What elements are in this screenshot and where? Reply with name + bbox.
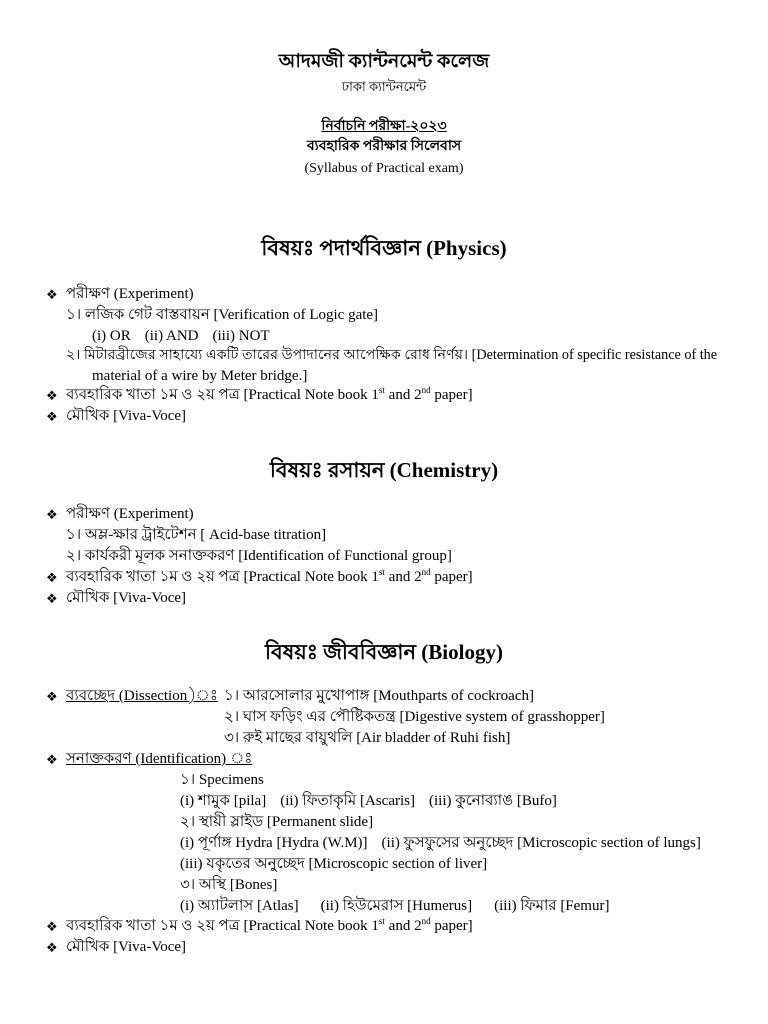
notebook-sup: nd: [421, 567, 431, 577]
notebook-text: paper]: [430, 387, 473, 403]
chemistry-viva: মৌখিক [Viva-Voce]: [66, 590, 187, 606]
syllabus-title-en: (Syllabus of Practical exam): [304, 161, 464, 176]
chemistry-experiment-label: পরীক্ষণ (Experiment): [66, 506, 194, 522]
biology-notebook: [66, 916, 473, 934]
specimen-ascaris: (ii) ফিতাকৃমি [Ascaris]: [280, 793, 415, 809]
specimen-items: [180, 794, 557, 809]
chemistry-item-1: ১। অম্ল-ক্ষার ট্রাইটেশন [ Acid-base titration]: [66, 527, 327, 543]
notebook-text: paper]: [430, 569, 473, 585]
physics-heading: বিষয়ঃ পদার্থবিজ্ঞান (Physics): [261, 236, 507, 260]
chemistry-notebook: [66, 567, 473, 585]
bullet-icon: ❖: [46, 507, 58, 522]
physics-item-1-options: [92, 329, 270, 344]
syllabus-title-bn: ব্যবহারিক পরীক্ষার সিলেবাস: [306, 139, 462, 154]
notebook-text: ব্যবহারিক খাতা ১ম ও ২য় পত্র [Practical Note book 1: [66, 918, 379, 934]
physics-experiment-label: পরীক্ষণ (Experiment): [66, 286, 194, 302]
dissection-item-1: ১। আরসোলার মুখোপাঙ্গ [Mouthparts of cockroach]: [224, 688, 534, 704]
bone-humerus: (ii) হিউমেরাস [Humerus]: [320, 898, 473, 914]
bone-atlas: (i) অ্যাটলাস [Atlas]: [180, 898, 299, 914]
identification-label-text: সনাক্তকরণ (Identification) ঃ: [66, 751, 253, 767]
bones-label: ৩। অস্থি [Bones]: [180, 877, 278, 893]
physics-item-2-line-2: material of a wire by Meter bridge.]: [92, 368, 308, 384]
chemistry-heading: বিষয়ঃ রসায়ন (Chemistry): [269, 458, 499, 482]
identification-label: [66, 752, 252, 767]
bullet-icon: ❖: [46, 919, 58, 934]
dissection-item-3: ৩। রুই মাছের বায়ুথলি [Air bladder of Ruhi fish]: [224, 730, 511, 746]
notebook-sup: st: [378, 385, 385, 395]
notebook-text: and 2: [384, 918, 422, 934]
college-name: আদমজী ক্যান্টনমেন্ট কলেজ: [278, 51, 490, 72]
notebook-sup: st: [378, 567, 385, 577]
physics-item-2-line-1: ২। মিটারব্রীজের সাহায্যে একটি তারের উপাদানের আপেক্ষিক রোধ নির্ণয়। [Determination of specific resistance of the: [66, 347, 718, 363]
specimens-label: ১। Specimens: [180, 772, 264, 788]
slide-hydra: (i) পূর্ণাঙ্গ Hydra [Hydra (W.M)]: [180, 835, 368, 851]
option-or: (i) OR: [92, 328, 131, 344]
bullet-icon: ❖: [46, 591, 58, 606]
dissection-label-text: ব্যবচ্ছেদ (Dissection)ঃ: [66, 688, 218, 704]
notebook-sup: nd: [421, 385, 431, 395]
physics-notebook: [66, 385, 473, 403]
bullet-icon: ❖: [46, 287, 58, 302]
biology-viva: মৌখিক [Viva-Voce]: [66, 939, 187, 955]
option-not: (iii) NOT: [212, 328, 270, 344]
exam-title: [0, 120, 768, 134]
dissection-label: [66, 689, 218, 704]
specimen-pila: (i) শামুক [pila]: [180, 793, 267, 809]
bullet-icon: ❖: [46, 570, 58, 585]
exam-title-text: নির্বাচনি পরীক্ষা-২০২৩: [321, 119, 447, 134]
notebook-text: ব্যবহারিক খাতা ১ম ও ২য় পত্র [Practical Note book 1: [66, 387, 379, 403]
chemistry-item-2: ২। কার্যকরী মূলক সনাক্তকরণ [Identification of Functional group]: [66, 548, 452, 564]
slide-item-liver: (iii) যকৃতের অনুচ্ছেদ [Microscopic section of liver]: [180, 856, 488, 872]
option-and: (ii) AND: [144, 328, 199, 344]
slide-lungs: (ii) ফুসফুসের অনুচ্ছেদ [Microscopic section of lungs]: [381, 835, 701, 851]
bullet-icon: ❖: [46, 752, 58, 767]
notebook-text: and 2: [384, 569, 422, 585]
physics-item-1: ১। লজিক গেট বাস্তবায়ন [Verification of Logic gate]: [66, 307, 379, 323]
dissection-item-2: ২। ঘাস ফড়িং এর পৌষ্টিকতন্ত্র [Digestive system of grasshopper]: [224, 709, 605, 725]
college-location: ঢাকা ক্যান্টনমেন্ট: [341, 79, 427, 94]
notebook-text: ব্যবহারিক খাতা ১ম ও ২য় পত্র [Practical Note book 1: [66, 569, 379, 585]
slide-label: ২। স্থায়ী স্লাইড [Permanent slide]: [180, 814, 374, 830]
bone-items: [180, 899, 609, 914]
notebook-text: and 2: [384, 387, 422, 403]
bone-femur: (iii) ফিমার [Femur]: [494, 898, 610, 914]
biology-heading: বিষয়ঃ জীববিজ্ঞান (Biology): [265, 640, 503, 664]
bullet-icon: ❖: [46, 940, 58, 955]
notebook-sup: st: [378, 916, 385, 926]
bullet-icon: ❖: [46, 388, 58, 403]
bullet-icon: ❖: [46, 409, 58, 424]
specimen-bufo: (iii) কুনোব্যাঙ [Bufo]: [428, 793, 557, 809]
notebook-sup: nd: [421, 916, 431, 926]
notebook-text: paper]: [430, 918, 473, 934]
bullet-icon: ❖: [46, 689, 58, 704]
slide-items-1: [180, 836, 701, 851]
physics-viva: মৌখিক [Viva-Voce]: [66, 408, 187, 424]
